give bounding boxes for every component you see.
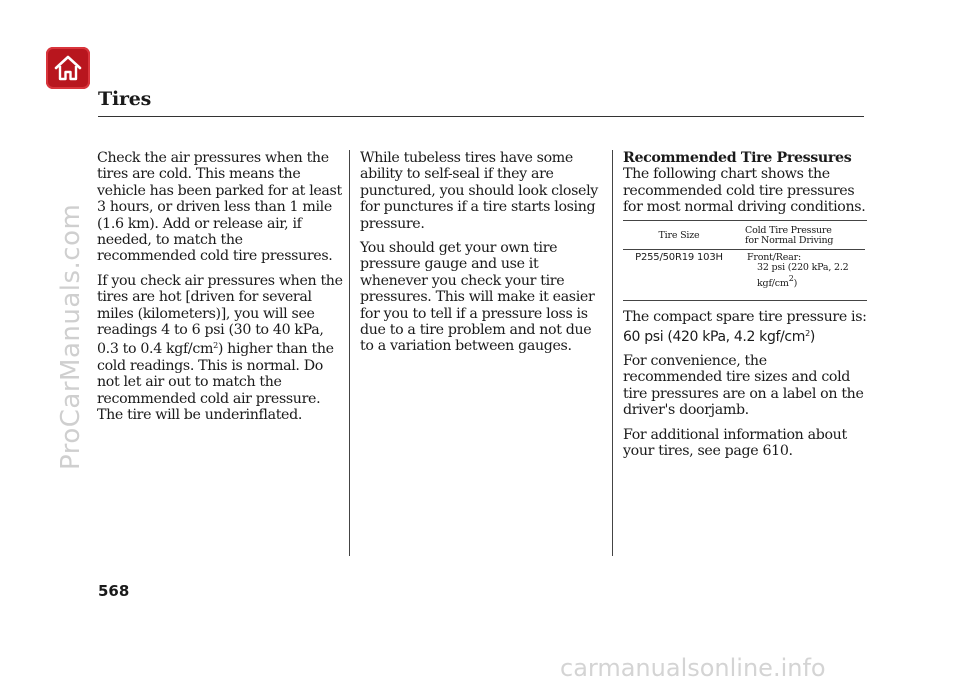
table-header-row: [623, 223, 865, 250]
watermark-bottom: carmanualsonline.info: [560, 654, 826, 682]
page-number: 568: [98, 582, 130, 600]
col-header-cold-pressure: Cold Tire Pressure for Normal Driving: [735, 223, 865, 250]
cold-check-paragraph: Check the air pressures when the tires are cold. This means the vehicle has been parked for at least 3 hours, or driven less than 1 mile (1.6 km). Add or release air, if needed, to match the recommended cold tire pressures.: [97, 150, 342, 265]
col-header-tire-size: Tire Size: [623, 223, 735, 250]
section-title: Tires: [98, 88, 152, 110]
column-divider-1: [349, 150, 350, 556]
gauge-paragraph: You should get your own tire pressure gauge and use it whenever you check your tire pressures. This will make it easier for you to tell if a pressure loss is due to a tire problem and not due to a variation between gauges.: [360, 240, 595, 355]
tire-pressure-table: [623, 223, 865, 293]
column-1: [97, 150, 343, 432]
title-divider: [98, 116, 864, 117]
column-3: [623, 150, 867, 467]
more-info-paragraph: For additional information about your tires, see page 610.: [623, 426, 847, 459]
tire-pressure-table-wrap: [623, 220, 867, 302]
pressure-cell: Front/Rear: 32 psi (220 kPa, 2.2 kgf/$cm^2$): [747, 251, 849, 289]
home-button[interactable]: [46, 47, 90, 89]
recommended-pressures-heading: Recommended Tire Pressures: [623, 150, 852, 166]
self-seal-paragraph: While tubeless tires have some ability to self-seal if they are punctured, you should look closely for punctures if a tire starts losing pressure.: [360, 150, 598, 232]
column-divider-2: [612, 150, 613, 556]
column-2: [360, 150, 604, 363]
spare-pressure: The compact spare tire pressure is: 60 psi (420 kPa, 4.2 kgf/$cm^2$): [623, 309, 867, 345]
hot-check-paragraph: If you check air pressures when the tires are hot [driven for several miles (kilometers)], you will see readings 4 to 6 psi (30 to 40 kPa, 0.3 to 0.4 kgf/$cm^2$) higher than the cold readings. This is normal. Do not let air out to match the recommended cold air pressure. The tire will be underinflated.: [97, 272, 343, 424]
chart-intro: The following chart shows the recommended cold tire pressures for most normal driving conditions.: [623, 166, 866, 216]
home-icon: [53, 54, 83, 82]
tire-size-cell: P255/50R19 103H: [635, 251, 723, 263]
doorjamb-label-note: For convenience, the recommended tire sizes and cold tire pressures are on a label on the driver's doorjamb.: [623, 352, 864, 419]
table-row: [623, 249, 865, 292]
